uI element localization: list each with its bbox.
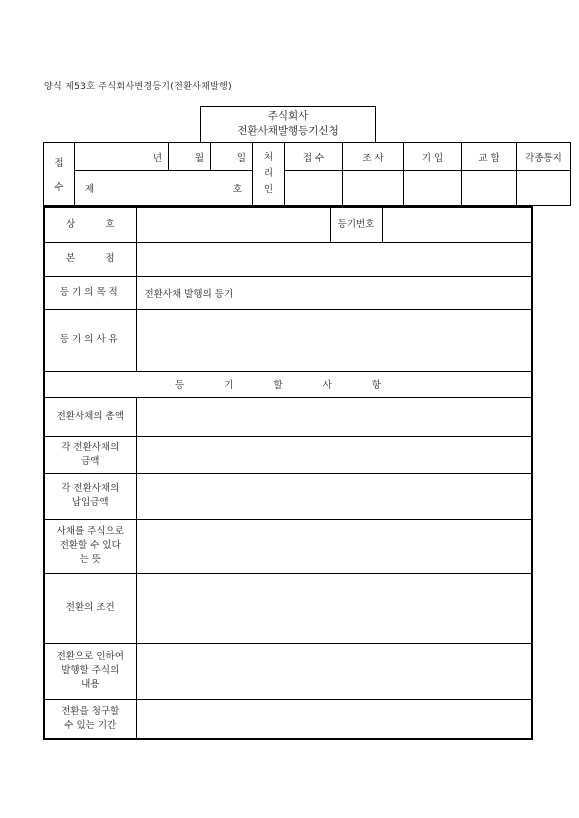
shares-line-3: 내용: [81, 679, 100, 690]
conditions-field[interactable]: [136, 573, 532, 643]
matters-char-3: 할: [273, 380, 283, 391]
period-label: [44, 699, 136, 739]
month-label: 월: [194, 152, 204, 164]
handler-label-1: 처: [263, 152, 274, 163]
head-office-field[interactable]: [136, 242, 532, 276]
form-title: [200, 106, 376, 142]
cause-label: 등기의사유: [44, 309, 136, 371]
shares-field[interactable]: [136, 643, 532, 699]
matters-char-1: 등: [175, 380, 185, 391]
purpose-label: 등기의목적: [44, 276, 136, 309]
title-line-1: 주식회사: [267, 110, 309, 122]
shares-line-1: 전환으로 인하여: [56, 651, 124, 662]
conditions-label: 전환의 조건: [44, 573, 136, 643]
notices-seal-box[interactable]: [517, 171, 571, 206]
convertible-line-3: 는 뜻: [79, 554, 101, 565]
each-amount-label: [44, 436, 136, 473]
receipt-seal-box[interactable]: [285, 171, 343, 206]
convertible-line-2: 전환할 수 있다: [59, 540, 121, 551]
matters-header: [44, 371, 532, 397]
header-notices: 각종통지: [517, 143, 571, 171]
header-receipt: 접 수: [285, 143, 343, 171]
handler-seal-cell: [253, 143, 285, 206]
total-amount-field[interactable]: [136, 397, 532, 436]
header-collation: 교 합: [462, 143, 517, 171]
period-line-2: 수 있는 기간: [64, 719, 117, 731]
reception-label-cell: [44, 143, 75, 206]
matters-char-2: 기: [224, 380, 234, 391]
convertible-label: [44, 519, 136, 573]
number-suffix-label: 호: [232, 184, 242, 195]
year-cell: [75, 143, 169, 171]
trade-name-field[interactable]: [136, 207, 330, 242]
each-paid-field[interactable]: [136, 473, 532, 519]
purpose-value: 전환사채 발행의 등기: [136, 276, 532, 309]
year-label: 년: [152, 152, 162, 164]
reg-number-field[interactable]: [382, 207, 532, 242]
cause-field[interactable]: [136, 309, 532, 371]
head-office-label: 본 점: [44, 242, 136, 276]
matters-char-5: 항: [371, 380, 381, 391]
reg-number-label: 등기번호: [330, 207, 382, 242]
each-amount-line-1: 각 전환사채의: [61, 441, 120, 453]
each-amount-line-2: 금액: [81, 455, 100, 467]
total-amount-label: 전환사채의 총액: [44, 397, 136, 436]
registration-table: [43, 206, 533, 740]
each-paid-label: [44, 473, 136, 519]
collation-seal-box[interactable]: [462, 171, 517, 206]
handler-label-2: 리: [263, 168, 274, 179]
period-field[interactable]: [136, 699, 532, 739]
trade-name-label: 상 호: [44, 207, 136, 242]
month-cell: [169, 143, 211, 171]
day-cell: [211, 143, 253, 171]
each-paid-line-1: 각 전환사채의: [61, 483, 120, 494]
handler-label-3: 인: [263, 184, 274, 195]
header-investigation: 조 사: [343, 143, 404, 171]
reception-label-top: 접: [54, 158, 64, 169]
entry-seal-box[interactable]: [404, 171, 462, 206]
shares-line-2: 발행할 주식의: [61, 665, 120, 676]
header-entry: 기 입: [404, 143, 462, 171]
receipt-number-cell: [75, 171, 253, 206]
each-amount-field[interactable]: [136, 436, 532, 473]
reception-label-bottom: 수: [54, 182, 64, 193]
convertible-field[interactable]: [136, 519, 532, 573]
investigation-seal-box[interactable]: [343, 171, 404, 206]
title-line-2: 전환사채발행등기신청: [237, 125, 339, 137]
day-label: 일: [236, 152, 246, 164]
convertible-line-1: 사채를 주식으로: [56, 526, 124, 537]
form-number-label: 양식 제53호 주식회사변경등기(전환사채발행): [44, 82, 232, 92]
period-line-1: 전환을 청구할: [61, 705, 120, 717]
reception-table: [43, 142, 571, 206]
shares-label: [44, 643, 136, 699]
each-paid-line-2: 납입금액: [71, 497, 109, 508]
matters-char-4: 사: [322, 380, 332, 391]
number-prefix-label: 제: [85, 184, 95, 195]
